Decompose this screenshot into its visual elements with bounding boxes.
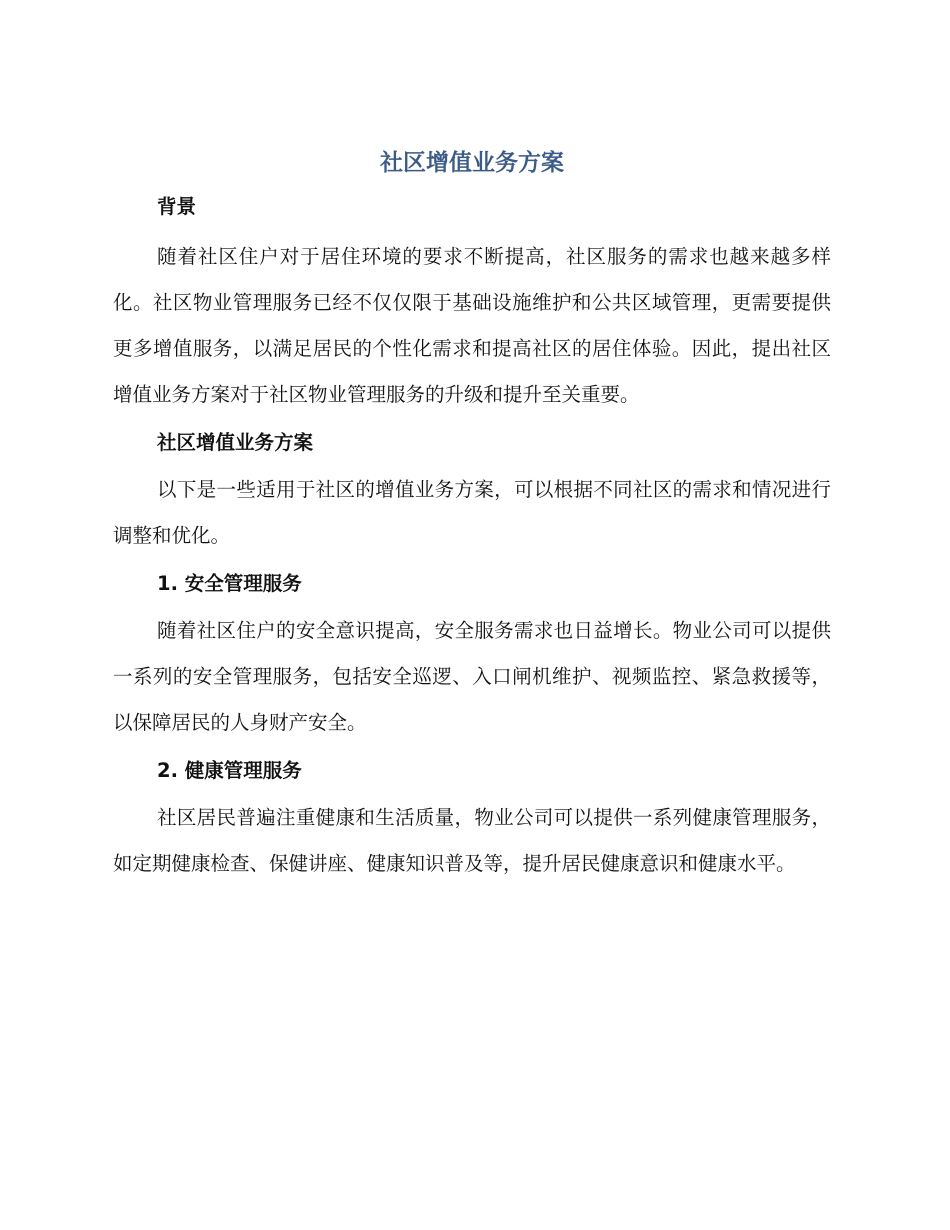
section-heading-plan: 社区增值业务方案 — [157, 431, 314, 454]
section-heading-safety: 1. 安全管理服务 — [157, 572, 302, 595]
section-paragraph-background: 随着社区住户对于居住环境的要求不断提高，社区服务的需求也越来越多样化。社区物业管理服务已经不仅仅限于基础设施维护和公共区域管理，更需要提供更多增值服务，以满足居民的个性化需求和提高社区的居住体验。因此，提出社区增值业务方案对于社区物业管理服务的升级和提升至关重要。 — [113, 245, 831, 406]
section-paragraph-safety: 随着社区住户的安全意识提高，安全服务需求也日益增长。物业公司可以提供一系列的安全管理服务，包括安全巡逻、入口闸机维护、视频监控、紧急救援等，以保障居民的人身财产安全。 — [113, 619, 831, 734]
section-heading-health: 2. 健康管理服务 — [157, 759, 302, 782]
section-heading-background: 背景 — [157, 195, 197, 218]
document-body — [113, 140, 831, 887]
section-paragraph-plan: 以下是一些适用于社区的增值业务方案，可以根据不同社区的需求和情况进行调整和优化。 — [113, 478, 831, 547]
section-paragraph-health: 社区居民普遍注重健康和生活质量，物业公司可以提供一系列健康管理服务，如定期健康检查、保健讲座、健康知识普及等，提升居民健康意识和健康水平。 — [113, 806, 831, 875]
document-title: 社区增值业务方案 — [380, 150, 564, 176]
